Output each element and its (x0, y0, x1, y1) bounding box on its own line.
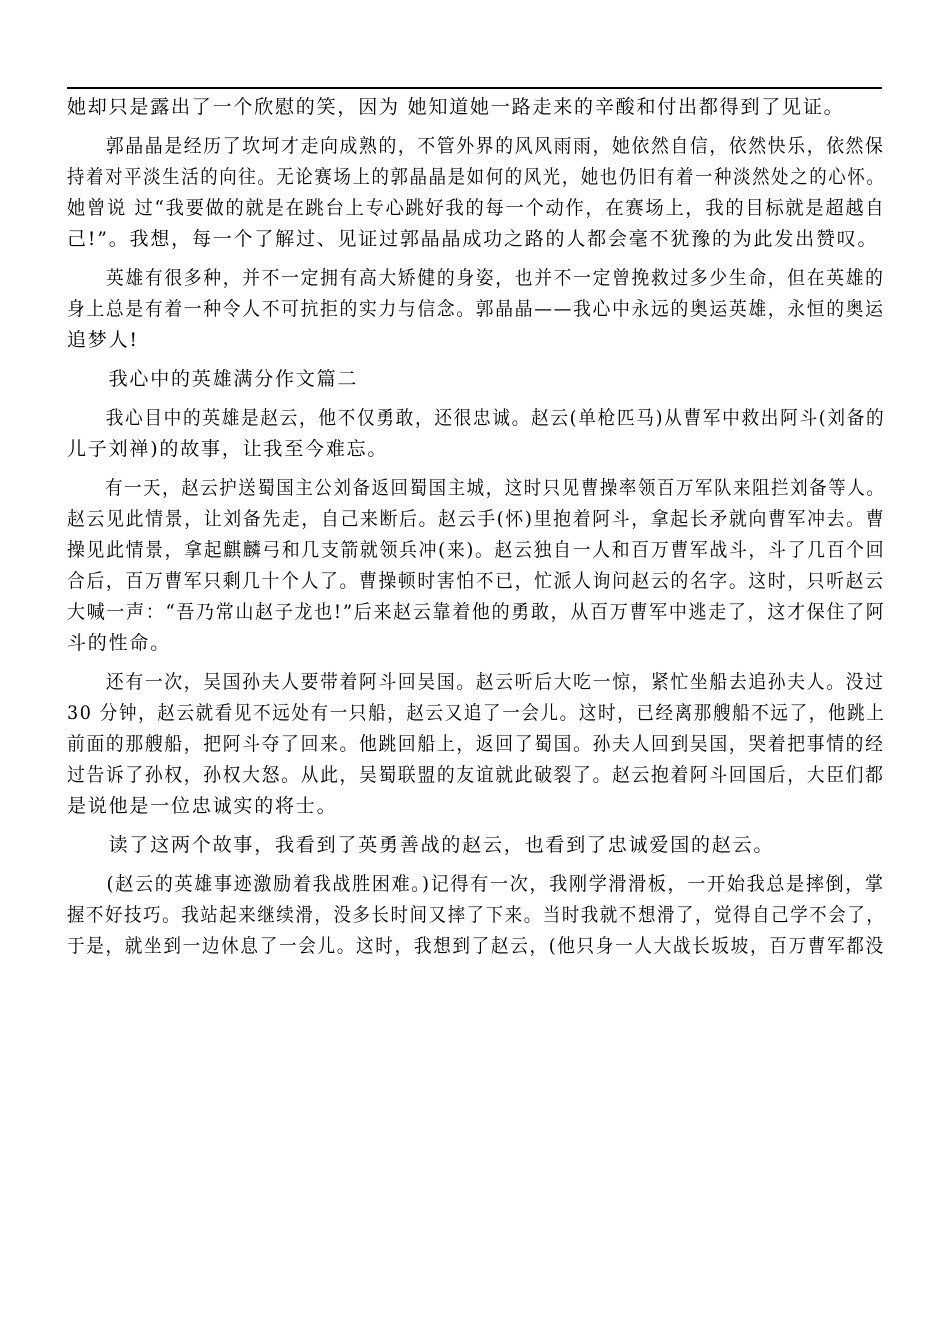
text-line: 我心中的英雄满分作文篇二 (67, 368, 359, 390)
text-line: 握不好技巧。我站起来继续滑，没多长时间又摔了下来。当时我就不想滑了，觉得自己学不会了， (67, 904, 886, 926)
text-line: 己!”。我想，每一个了解过、见证过郭晶晶成功之路的人都会毫不犹豫的为此发出赞叹。 (67, 228, 879, 250)
text-line: 我心目中的英雄是赵云，他不仅勇敢，还很忠诚。赵云(单枪匹马)从曹军中救出阿斗(刘备的 (67, 407, 886, 429)
text-line: 是说他是一位忠诚实的将士。 (67, 795, 338, 817)
text-line: 儿子刘禅)的故事，让我至今难忘。 (67, 438, 389, 460)
text-line: 过告诉了孙权，孙权大怒。从此，吴蜀联盟的友谊就此破裂了。赵云抱着阿斗回国后，大臣们都 (67, 764, 885, 786)
paragraph (67, 473, 887, 659)
text-line: 她曾说 过“我要做的就是在跳台上专心跳好我的每一个动作，在赛场上，我的目标就是超越自 (67, 197, 886, 219)
paragraph (67, 131, 887, 255)
text-line: 合后，百万曹军只剩几十个人了。曹操顿时害怕不已，忙派人询问赵云的名字。这时，只听赵云 (67, 570, 885, 592)
text-line: 读了这两个故事，我看到了英勇善战的赵云，也看到了忠诚爱国的赵云。 (67, 834, 775, 856)
paragraph-spacer (67, 659, 887, 667)
paragraph-spacer (67, 395, 887, 403)
paragraph (67, 667, 887, 822)
paragraph-spacer (67, 822, 887, 830)
text-line: 于是，就坐到一边休息了一会儿。这时，我想到了赵云，(他只身一人大战长坂坡，百万曹军都没 (67, 935, 885, 957)
text-line: 身上总是有着一种令人不可抗拒的实力与信念。郭晶晶——我心中永远的奥运英雄，永恒的奥运 (67, 298, 885, 320)
text-line: 操见此情景，拿起麒麟弓和几支箭就领兵冲(来)。赵云独自一人和百万曹军战斗，斗了几百个回 (67, 539, 886, 561)
paragraph (67, 869, 887, 962)
text-line: 前面的那艘船，把阿斗夺了回来。他跳回船上，返回了蜀国。孙夫人回到吴国，哭着把事情的经 (67, 733, 885, 755)
paragraph (67, 92, 887, 123)
paragraph (67, 364, 887, 395)
header-rule (67, 87, 882, 89)
text-line: 30 分钟，赵云就看见不远处有一只船，赵云又追了一会儿。这时，已经离那艘船不远了，他跳上 (67, 702, 886, 724)
text-line: 英雄有很多种，并不一定拥有高大矫健的身姿，也并不一定曾挽救过多少生命，但在英雄的 (67, 267, 885, 289)
paragraph (67, 403, 887, 465)
text-line: 追梦人! (67, 329, 139, 351)
document-body (67, 92, 887, 962)
paragraph-spacer (67, 123, 887, 131)
paragraph-spacer (67, 255, 887, 263)
text-line: 斗的性命。 (67, 632, 172, 654)
paragraph (67, 263, 887, 356)
paragraph (67, 830, 887, 861)
text-line: 郭晶晶是经历了坎坷才走向成熟的，不管外界的风风雨雨，她依然自信，依然快乐，依然保 (67, 135, 885, 157)
text-line: 持着对平淡生活的向往。无论赛场上的郭晶晶是如何的风光，她也仍旧有着一种淡然处之的心怀。 (67, 166, 886, 188)
text-line: 还有一次，吴国孙夫人要带着阿斗回吴国。赵云听后大吃一惊，紧忙坐船去追孙夫人。没过 (67, 671, 885, 693)
text-line: 赵云见此情景，让刘备先走，自己来断后。赵云手(怀)里抱着阿斗，拿起长矛就向曹军冲去。曹 (67, 508, 886, 530)
text-line: 她却只是露出了一个欣慰的笑，因为 她知道她一路走来的辛酸和付出都得到了见证。 (67, 96, 845, 118)
paragraph-spacer (67, 356, 887, 364)
paragraph-spacer (67, 465, 887, 473)
text-line: 大喊一声：“吾乃常山赵子龙也!”后来赵云靠着他的勇敢，从百万曹军中逃走了，这才保住了阿 (67, 601, 886, 623)
text-line: (赵云的英雄事迹激励着我战胜困难。)记得有一次，我刚学滑滑板，一开始我总是摔倒，掌 (67, 873, 885, 895)
text-line: 有一天，赵云护送蜀国主公刘备返回蜀国主城，这时只见曹操率领百万军队来阻拦刘备等人。 (67, 477, 886, 499)
paragraph-spacer (67, 861, 887, 869)
